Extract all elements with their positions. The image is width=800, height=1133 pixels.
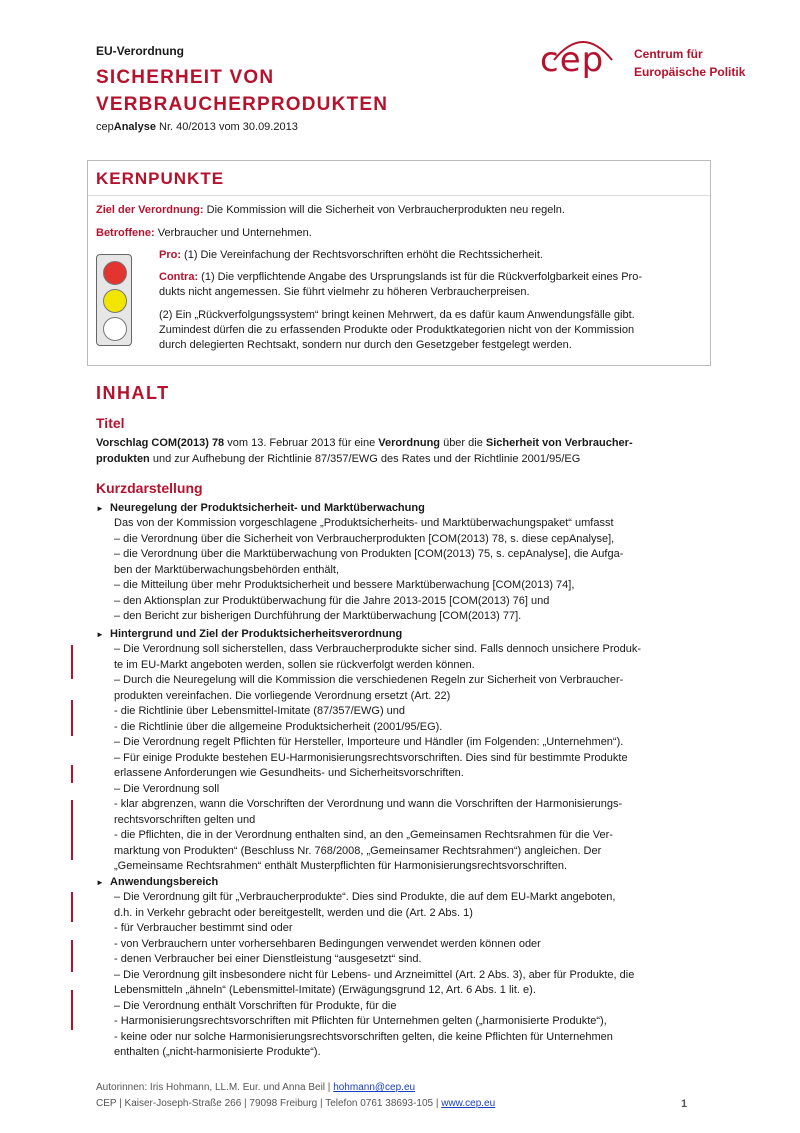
ziel-text: Die Kommission will die Sicherheit von Verbraucherprodukten neu regeln.: [203, 204, 565, 216]
titel-line-1: [96, 436, 633, 452]
title-line-2: VERBRAUCHERPRODUKTEN: [96, 94, 389, 115]
body-line: - die Richtlinie über die allgemeine Produktsicherheit (2001/95/EG).: [114, 720, 443, 733]
change-bar: [71, 700, 73, 736]
pro-text: (1) Die Vereinfachung der Rechtsvorschriften erhöht die Rechtssicherheit.: [181, 249, 543, 261]
page-number: 1: [681, 1098, 688, 1110]
body-line: – Die Verordnung regelt Pflichten für Hersteller, Importeure und Händler (im Folgenden: „Unternehmen“).: [114, 736, 624, 748]
ref-prefix: cep: [96, 121, 114, 133]
kernpunkte-heading: KERNPUNKTE: [96, 169, 225, 188]
body-line: - die Pflichten, die in der Verordnung enthalten sind, an den „Gemeinsamen Rechtsrahmen für die Ver-: [114, 829, 613, 841]
website-link[interactable]: www.cep.eu: [441, 1098, 496, 1109]
body-line: – die Mitteilung über mehr Produktsicherheit und bessere Marktüberwachung [COM(2013) 74],: [114, 579, 575, 591]
footer-address-text: CEP | Kaiser-Joseph-Straße 266 | 79098 Freiburg | Telefon 0761 38693-105 |: [96, 1098, 442, 1109]
logo-caption-line-1: Centrum für: [634, 47, 703, 61]
contra-line-2: dukts nicht angemessen. Sie führt vielmehr zu höheren Verbraucherpreisen.: [159, 286, 530, 298]
titel-vo: Verordnung: [378, 437, 441, 449]
ref-rest: Nr. 40/2013 vom 30.09.2013: [155, 121, 298, 133]
pro-label: Pro:: [159, 249, 181, 261]
document-type: EU-Verordnung: [96, 44, 185, 58]
triangle-bullet-icon: ►: [96, 630, 104, 639]
titel-t2: über die: [440, 437, 486, 449]
section-1-title: [96, 502, 425, 514]
footer-authors-text: Autorinnen: Iris Hohmann, LL.M. Eur. und Anna Beil |: [96, 1082, 334, 1093]
titel-com: Vorschlag COM(2013) 78: [96, 437, 225, 449]
footer-address: [96, 1098, 495, 1109]
titel-text: [96, 436, 633, 467]
contra-2-line-3: durch delegierten Rechtsakt, sondern nur durch den Gesetzgeber festgelegt werden.: [159, 339, 572, 351]
body-line: erlassene Anforderungen wie Gesundheits- und Sicherheitsvorschriften.: [114, 767, 464, 779]
change-bar: [71, 800, 73, 860]
titel-t3: und zur Aufhebung der Richtlinie 87/357/EWG des Rates und der Richtlinie 2001/95/EG: [149, 452, 581, 465]
body-line: enthalten („nicht-harmonisierte Produkte“).: [114, 1046, 321, 1058]
body-line: – die Verordnung über die Marktüberwachung von Produkten [COM(2013) 75, s. cepAnalyse], die Aufga-: [114, 548, 624, 560]
body-line: – den Aktionsplan zur Produktüberwachung für die Jahre 2013-2015 [COM(2013) 76] und: [114, 594, 550, 607]
page-title: [96, 64, 388, 118]
section-1-title-text: Neuregelung der Produktsicherheit- und Marktüberwachung: [110, 502, 425, 514]
contra-label: Contra:: [159, 271, 199, 283]
cep-logo: cep: [540, 40, 605, 80]
body-line: rechtsvorschriften gelten und: [114, 813, 256, 826]
titel-subject: Sicherheit von Verbraucher-: [485, 437, 633, 449]
titel-line-2: [96, 452, 633, 468]
pro-line: [159, 248, 543, 263]
body-line: – Die Verordnung gilt insbesondere nicht für Lebens- und Arzneimittel (Art. 2 Abs. 3), aber für Produkte, die: [114, 968, 635, 981]
body-line: – den Bericht zur bisherigen Durchführung der Marktüberwachung [COM(2013) 77].: [114, 610, 522, 622]
body-line: – Die Verordnung soll: [114, 782, 220, 795]
body-line: - denen Verbraucher bei einer Dienstleistung “ausgesetzt“ sind.: [114, 953, 422, 965]
betroffene-line: [96, 226, 312, 241]
section-2-title: [96, 628, 402, 640]
body-line: – Die Verordnung enthält Vorschriften für Produkte, für die: [114, 999, 397, 1012]
body-line: - klar abgrenzen, wann die Vorschriften der Verordnung und wann die Vorschriften der Harmonisierungs-: [114, 798, 623, 810]
change-bar: [71, 990, 73, 1030]
contra-block: [159, 270, 642, 300]
contra-line-1: [159, 270, 642, 285]
contra-2-block: [159, 308, 635, 353]
body-line: – Für einige Produkte bestehen EU-Harmonisierungsrechtsvorschriften. Dies sind für bestimmte Produkte: [114, 751, 628, 764]
section-2-title-text: Hintergrund und Ziel der Produktsicherheitsverordnung: [110, 628, 403, 640]
analysis-reference: [96, 121, 298, 133]
ziel-label: Ziel der Verordnung:: [96, 204, 204, 216]
traffic-light-icon: [96, 254, 132, 346]
change-bar: [71, 645, 73, 679]
body-line: - Harmonisierungsrechtsvorschriften mit Pflichten für Unternehmen gelten („harmonisierte Produkte“),: [114, 1015, 607, 1027]
kurzdarstellung-heading: Kurzdarstellung: [96, 480, 203, 496]
body-line: - die Richtlinie über Lebensmittel-Imitate (87/357/EWG) und: [114, 705, 406, 717]
section-2-body: [114, 642, 641, 875]
body-line: - für Verbraucher bestimmt sind oder: [114, 922, 293, 934]
contra-2-line-2: Zumindest dürfen die zu erfassenden Produkte oder Produktkategorien nicht von der Kommission: [159, 324, 635, 336]
body-line: Lebensmitteln „ähneln“ (Lebensmittel-Imitate) (Erwägungsgrund 12, Art. 6 Abs. 1 lit. e).: [114, 984, 536, 996]
ziel-line: [96, 203, 565, 218]
change-bar: [71, 940, 73, 972]
kernpunkte-header: [88, 161, 710, 196]
body-line: - keine oder nur solche Harmonisierungsrechtsvorschriften gelten, die keine Pflichten für Unternehmen: [114, 1030, 613, 1043]
section-3-title: [96, 876, 218, 888]
logo-caption-line-2: Europäische Politik: [634, 65, 746, 79]
red-lamp: [103, 261, 127, 285]
titel-t1: vom 13. Februar 2013 für eine: [224, 437, 379, 449]
body-line: - von Verbrauchern unter vorhersehbaren Bedingungen verwendet werden können oder: [114, 937, 541, 950]
footer-authors: [96, 1082, 415, 1093]
email-link[interactable]: hohmann@cep.eu: [333, 1082, 416, 1093]
triangle-bullet-icon: ►: [96, 878, 104, 887]
contra-text-1: (1) Die verpflichtende Angabe des Ursprungslands ist für die Rückverfolgbarkeit eines Pro-: [198, 271, 642, 283]
section-3-body: [114, 890, 634, 1061]
body-line: Das von der Kommission vorgeschlagene „Produktsicherheits- und Marktüberwachungspaket“ umfasst: [114, 517, 614, 529]
betroffene-text: Verbraucher und Unternehmen.: [154, 227, 312, 239]
white-lamp: [103, 317, 127, 341]
body-line: – Die Verordnung soll sicherstellen, dass Verbraucherprodukte sicher sind. Falls dennoch unsichere Produk-: [114, 643, 642, 655]
section-3-title-text: Anwendungsbereich: [110, 876, 219, 888]
title-line-1: SICHERHEIT VON: [96, 67, 275, 88]
titel-subject-end: produkten: [96, 452, 150, 465]
section-1-body: [114, 516, 623, 625]
change-bar: [71, 892, 73, 922]
change-bar: [71, 765, 73, 783]
body-line: – die Verordnung über die Sicherheit von Verbraucherprodukten [COM(2013) 78, s. diese cepAnalyse],: [114, 532, 615, 545]
betroffene-label: Betroffene:: [96, 227, 155, 239]
body-line: „Gemeinsame Rechtsrahmen“ enthält Musterpflichten für Harmonisierungsrechtsvorschriften.: [114, 860, 568, 872]
contra-2-line-1: (2) Ein „Rückverfolgungssystem“ bringt keinen Mehrwert, da es dafür kaum Anwendungsfälle gibt.: [159, 309, 635, 321]
body-line: – Die Verordnung gilt für „Verbraucherprodukte“. Dies sind Produkte, die auf dem EU-Markt angeboten,: [114, 891, 616, 903]
body-line: ben der Marktüberwachungsbehörden enthält,: [114, 563, 340, 576]
body-line: produkten vereinfachen. Die vorliegende Verordnung ersetzt (Art. 22): [114, 689, 451, 702]
logo-caption: [634, 45, 745, 81]
yellow-lamp: [103, 289, 127, 313]
body-line: te im EU-Markt angeboten werden, sollen sie rückverfolgt werden können.: [114, 658, 475, 671]
ref-bold: Analyse: [113, 121, 156, 133]
inhalt-heading: INHALT: [96, 383, 170, 403]
body-line: marktung von Produkten“ (Beschluss Nr. 768/2008, „Gemeinsamer Rechtsrahmen“) angleichen. Der: [114, 844, 602, 857]
triangle-bullet-icon: ►: [96, 504, 104, 513]
body-line: d.h. in Verkehr gebracht oder bereitgestellt, werden und die (Art. 2 Abs. 1): [114, 906, 473, 919]
titel-heading: Titel: [96, 415, 125, 431]
body-line: – Durch die Neuregelung will die Kommission die verschiedenen Regeln zur Sicherheit von Verbraucher-: [114, 674, 624, 686]
